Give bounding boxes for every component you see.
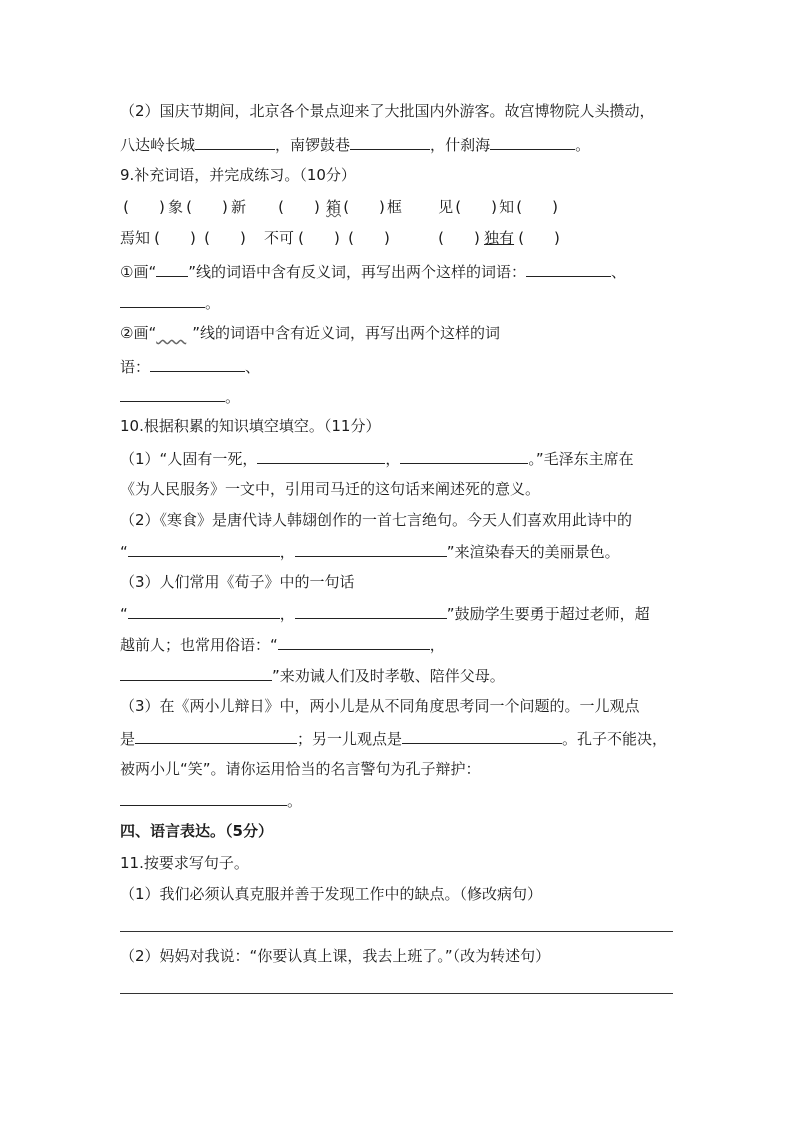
q10-item3: （3）人们常用《荀子》中的一句话 [120,573,355,591]
char-xiang: 象 [168,198,184,216]
paren-blank[interactable]: ( ) [455,198,497,216]
nanluoguxiang-label: 南锣鼓巷 [290,136,351,154]
answer-blank[interactable] [526,261,611,277]
paren-blank[interactable]: ( ) [186,198,228,216]
wavy-underline-sample [156,323,192,338]
blank-nanluoguxiang[interactable] [350,134,430,150]
answer-blank[interactable] [120,665,272,681]
blank-badaling[interactable] [195,134,275,150]
paren-blank[interactable]: ( ) [516,198,558,216]
period: 。 [287,792,303,810]
straight-underline-sample [156,261,188,277]
q9-part1 [120,261,626,282]
p1-text: ”线的词语中含有反义词，再写出两个这样的词语： [188,263,526,281]
paren-blank[interactable]: ( ) [298,229,340,247]
answer-blank[interactable] [128,541,280,557]
q10-item1-line2: 《为人民服务》一文中，引用司马迁的这句话来阐述死的意义。 [120,480,541,498]
answer-blank[interactable] [402,728,562,744]
q9-part2-line2 [120,356,260,377]
period: 。 [575,136,591,154]
q11-item2: （2）妈妈对我说：“你要认真上课，我去上班了。”（改为转述句） [120,947,551,965]
dun-mark: 、 [245,358,261,376]
q10-item2: （2）《寒食》是唐代诗人韩翃创作的一首七言绝句。今天人们喜欢用此诗中的 [120,511,633,529]
paren-blank[interactable]: ( ) [348,229,390,247]
p1-open: ①画“ [120,263,157,281]
period: 。 [225,388,241,406]
q8-item2-line2 [120,134,590,155]
paren-blank[interactable]: ( ) [278,198,320,216]
q10-item4: （3）在《两小儿辩日》中，两小儿是从不同角度思考同一个问题的。一儿观点 [120,697,640,715]
answer-blank[interactable] [120,292,205,308]
comma: ， [429,636,445,654]
i3-post: ”来劝诫人们及时孝敬、陪伴父母。 [272,667,505,685]
q9-row2 [120,228,564,248]
open-quote: “ [120,605,128,623]
comma: ， [275,136,291,154]
open-quote: “ [120,543,128,561]
answer-line-1[interactable] [120,931,673,932]
i1-pre: （1）“人固有一死， [120,450,258,468]
q9-title: 9.补充词语，并完成练习。（10分） [120,166,356,184]
answer-blank[interactable] [120,386,225,402]
comma: ， [430,136,446,154]
i3-proverb: 越前人；也常用俗语：“ [120,636,278,654]
word-buke: 不可 [264,229,295,247]
paren-blank[interactable]: ( ) [518,229,560,247]
i4-semi: ；另一儿观点是 [297,730,403,748]
dun-mark: 、 [611,263,627,281]
paren-blank[interactable]: ( ) [204,229,246,247]
q10-title: 10.根据积累的知识填空填空。（11分） [120,417,381,435]
q8-item2-intro: （2）国庆节期间，北京各个景点迎来了大批国内外游客。故宫博物院人头攒动， [120,102,655,120]
paren-blank[interactable]: ( ) [154,229,196,247]
q10-item4-line4 [120,790,302,811]
char-kuang: 框 [387,198,403,216]
answer-blank[interactable] [128,603,280,619]
answer-blank[interactable] [278,634,430,650]
q10-item4-line2 [120,728,667,749]
badaling-label: 八达岭长城 [120,136,196,154]
i4-shi: 是 [120,730,136,748]
q10-item3-line4 [120,665,505,686]
period: 。 [205,294,221,312]
wavy-group [326,198,387,216]
blank-shichahai[interactable] [490,134,575,150]
paren-blank[interactable]: ( ) [123,198,165,216]
q11-title: 11.按要求写句子。 [120,854,249,872]
i2-post: ”来渲染春天的美丽景色。 [446,543,620,561]
char-xiang2: 箱 [326,198,342,216]
i1-post: 。”毛泽东主席在 [528,450,634,468]
char-zhi: 知 [499,198,515,216]
q9-row1 [120,197,560,217]
i3-mid: ”鼓励学生要勇于超过老师，超 [446,605,650,623]
char-jian: 见 [438,198,454,216]
answer-line-2[interactable] [120,993,673,994]
p2-text: ”线的词语中含有近义词，再写出两个这样的词 [192,324,500,342]
answer-blank[interactable] [135,728,297,744]
answer-blank[interactable] [400,448,528,464]
q10-item2-line2 [120,541,620,562]
comma: ， [385,450,401,468]
answer-blank[interactable] [257,448,385,464]
q9-part1-line2 [120,292,220,313]
answer-blank[interactable] [120,790,287,806]
q10-item3-line3 [120,634,445,655]
answer-blank[interactable] [295,603,447,619]
q10-item4-line3: 被两小儿“笑”。请你运用恰当的名言警句为孔子辩护： [120,760,481,778]
q11-item1: （1）我们必须认真克服并善于发现工作中的缺点。（修改病句） [120,885,543,903]
q9-part2-line3 [120,386,240,407]
comma: ， [279,605,295,623]
char-xin: 新 [231,198,247,216]
answer-blank[interactable] [150,356,245,372]
q9-part2 [120,323,500,343]
answer-blank[interactable] [295,541,447,557]
q10-item3-line2 [120,603,650,624]
section4-title: 四、语言表达。（5分） [120,822,273,840]
word-duyou: 独有 [484,229,515,247]
word-yanzhi: 焉知 [120,229,151,247]
paren-blank[interactable]: ( ) [438,229,480,247]
p2-yu: 语： [120,358,151,376]
p2-open: ②画“ [120,324,157,342]
comma: ， [279,543,295,561]
shichahai-label: 什刹海 [445,136,491,154]
q10-item1 [120,448,634,469]
paren-blank[interactable]: ( ) [343,198,385,216]
i4-post: 。孔子不能决， [562,730,668,748]
